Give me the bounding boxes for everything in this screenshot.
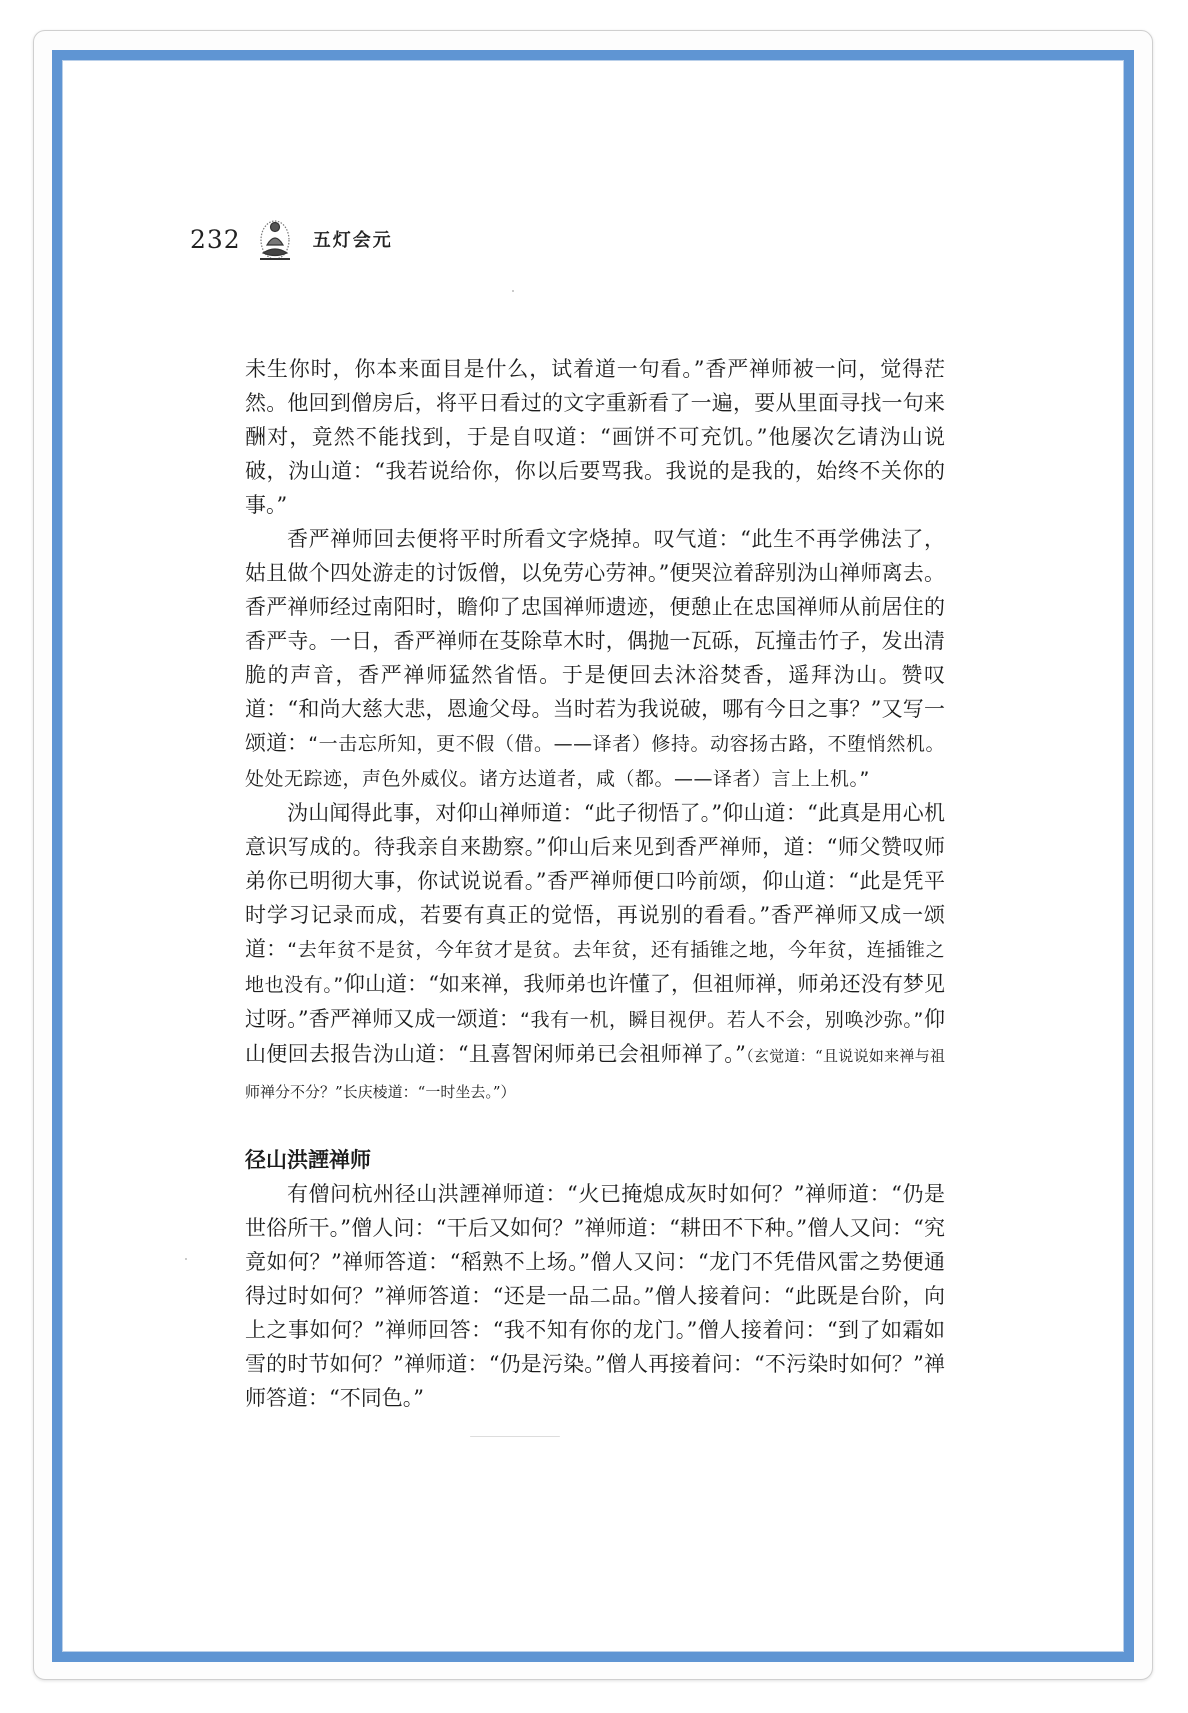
verse-1: “一击忘所知，更不假（借。——译者）修持。动容扬古路，不堕悄然机。处处无踪迹，声色外威仪。诸方达道者，咸（都。——译者）言上上机。” [245, 733, 945, 790]
section-title: 径山洪諲禅师 [245, 1148, 371, 1172]
book-title: 五灯会元 [312, 230, 393, 251]
page-header [190, 214, 393, 264]
paragraph-2-text: 香严禅师回去便将平时所看文字烧掉。叹气道：“此生不再学佛法了，姑且做个四处游走的讨饭僧，以免劳心劳神。”便哭泣着辞别沩山禅师离去。香严禅师经过南阳时，瞻仰了忠国禅师遗迹，便憩止在忠国禅师从前居住的香严寺。一日，香严禅师在芟除草木时，偶抛一瓦砾，瓦撞击竹子，发出清脆的声音，香严禅师猛然省悟。于是便回去沐浴焚香，遥拜沩山。赞叹道：“和尚大慈大悲，恩逾父母。当时若为我说破，哪有今日之事？”又写一颂道： [245, 527, 945, 755]
paragraph-2 [245, 522, 945, 796]
paragraph-1: 未生你时，你本来面目是什么，试着道一句看。”香严禅师被一问，觉得茫然。他回到僧房后，将平日看过的文字重新看了一遍，要从里面寻找一句来酬对，竟然不能找到，于是自叹道：“画饼不可充饥。”他屡次乞请沩山说破，沩山道：“我若说给你，你以后要骂我。我说的是我的，始终不关你的事。” [245, 357, 945, 517]
paragraph-4: 有僧问杭州径山洪諲禅师道：“火已掩熄成灰时如何？”禅师道：“仍是世俗所干。”僧人问：“干后又如何？”禅师道：“耕田不下种。”僧人又问：“究竟如何？”禅师答道：“稻熟不上场。”僧人又问：“龙门不凭借风雷之势便通得过时如何？”禅师答道：“还是一品二品。”僧人接着问：“此既是台阶，向上之事如何？”禅师回答：“我不知有你的龙门。”僧人接着问：“到了如霜如雪的时节如何？”禅师道：“仍是污染。”僧人再接着问：“不污染时如何？”禅师答道：“不同色。” [245, 1182, 945, 1410]
main-text [245, 352, 945, 1415]
verse-2: “去年贫不是贫，今年贫才是贫。去年贫，还有插锥之地，今年贫，连插锥之地也没有。” [245, 939, 945, 996]
commentary-note: （玄觉道：“且说说如来禅与祖师禅分不分？”长庆棱道：“一时坐去。”） [245, 1047, 945, 1101]
page-number: 232 [190, 224, 241, 254]
scan-speck [470, 1436, 560, 1437]
buddha-icon [255, 215, 295, 263]
paragraph-3-text-c: 仰山便回去报告沩山道：“且喜智闲师弟已会祖师禅了。” [245, 1007, 945, 1066]
scan-speck [512, 290, 514, 292]
paragraph-3-text-b: 仰山道：“如来禅，我师弟也许懂了，但祖师禅，师弟还没有梦见过呀。”香严禅师又成一颂道： [245, 972, 946, 1031]
paragraph-3 [245, 796, 945, 1109]
scan-speck [185, 1258, 187, 1260]
verse-3: “我有一机，瞬目视伊。若人不会，别唤沙弥。” [520, 1009, 924, 1031]
paragraph-3-text-a: 沩山闻得此事，对仰山禅师道：“此子彻悟了。”仰山道：“此真是用心机意识写成的。待我亲自来勘察。”仰山后来见到香严禅师，道：“师父赞叹师弟你已明彻大事，你试说说看。”香严禅师便口吟前颂，仰山道：“此是凭平时学习记录而成，若要有真正的觉悟，再说别的看看。”香严禅师又成一颂道： [245, 801, 945, 961]
